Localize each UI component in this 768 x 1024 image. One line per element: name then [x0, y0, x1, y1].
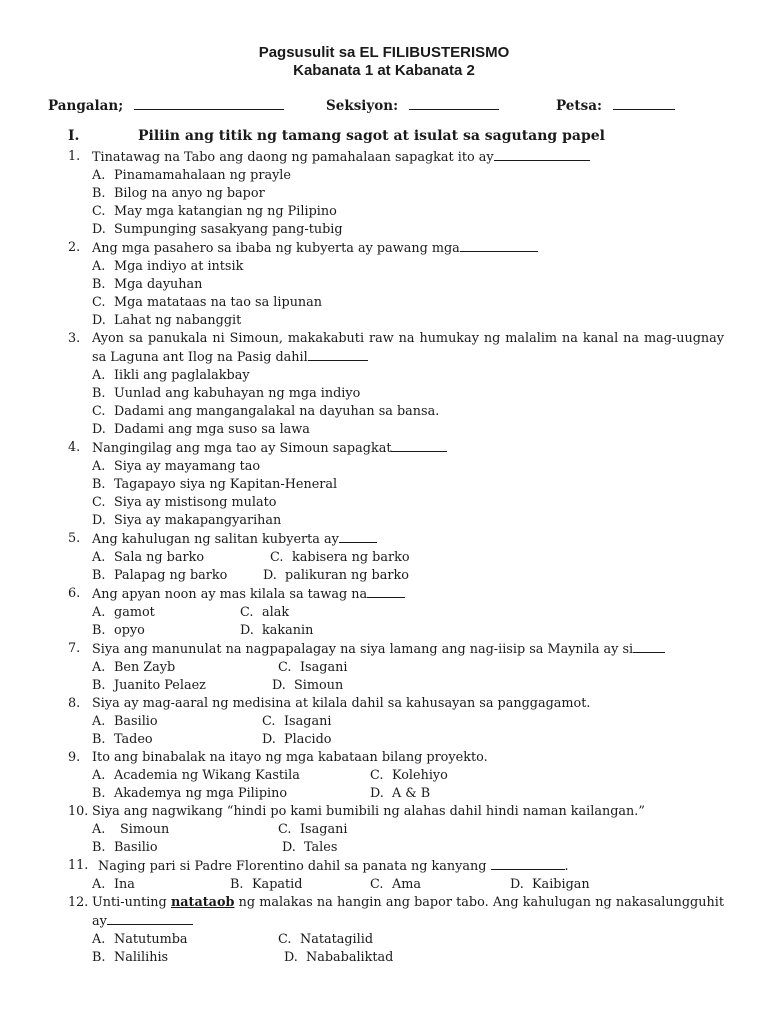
answer-blank [491, 857, 565, 870]
option: C. Siya ay mistisong mulato [92, 495, 277, 510]
option: C. Natatagilid [278, 932, 374, 947]
question-list [68, 148, 724, 967]
page-subtitle: Kabanata 1 at Kabanata 2 [293, 62, 475, 79]
option: A. Pinamamahalaan ng prayle [92, 168, 291, 183]
option: B. Palapag ng barko [92, 568, 228, 583]
option: C. kabisera ng barko [270, 550, 410, 565]
option: D. kakanin [240, 623, 314, 638]
answer-blank [460, 239, 538, 252]
question-text: Ang kahulugan ng salitan kubyerta ay [92, 532, 377, 547]
question-text: Siya ang manunulat na nagpapalagay na siya lamang ang nag-iisip sa Maynila ay si [92, 642, 665, 657]
question-number: 5. [68, 531, 81, 546]
option: D. Tales [282, 840, 338, 855]
option: C. Isagani [278, 822, 348, 837]
option: B. Akademya ng mga Pilipino [92, 786, 288, 801]
option: B. Basilio [92, 840, 158, 855]
date-line [613, 97, 675, 110]
name-line [134, 97, 284, 110]
option-row [68, 677, 724, 695]
option-row [68, 731, 724, 749]
option: B. Uunlad ang kabuhayan ng mga indiyo [92, 386, 361, 401]
question-10 [68, 803, 724, 821]
answer-blank [107, 912, 193, 925]
question-1 [68, 148, 724, 167]
question-number: 12. [68, 895, 89, 910]
question-6 [68, 585, 724, 604]
option: B. Nalilihis [92, 950, 169, 965]
option-row [68, 785, 724, 803]
answer-blank [391, 439, 447, 452]
option: C. Isagani [262, 714, 332, 729]
option-row [68, 767, 724, 785]
option: C. Dadami ang mangangalakal na dayuhan sa bansa. [92, 404, 440, 419]
option: A. Iikli ang paglalakbay [92, 368, 250, 383]
option: C. Isagani [278, 660, 348, 675]
question-4 [68, 439, 724, 458]
question-text: Siya ang nagwikang “hindi po kami bumibili ng alahas dahil hindi naman kailangan.” [92, 804, 645, 819]
option: A. Mga indiyo at intsik [92, 259, 244, 274]
option: A. Basilio [92, 714, 158, 729]
option-row [68, 659, 724, 677]
option: B. Kapatid [230, 877, 303, 892]
section-heading [68, 128, 605, 144]
option: A. Natutumba [92, 932, 188, 947]
option: B. Tadeo [92, 732, 153, 747]
option: A. Sala ng barko [92, 550, 205, 565]
page-title: Pagsusulit sa EL FILIBUSTERISMO [258, 44, 510, 61]
option: A. Siya ay mayamang tao [92, 459, 261, 474]
option: D. Dadami ang mga suso sa lawa [92, 422, 310, 437]
question-number: 9. [68, 750, 81, 765]
question-2 [68, 239, 724, 258]
option: D. A & B [370, 786, 431, 801]
option: C. Mga matataas na tao sa lipunan [92, 295, 323, 310]
question-11 [68, 857, 724, 876]
option: D. Sumpunging sasakyang pang-tubig [92, 222, 343, 237]
option-row [68, 622, 724, 640]
option: C. Kolehiyo [370, 768, 448, 783]
option: C. alak [240, 605, 290, 620]
option: D. Siya ay makapangyarihan [92, 513, 282, 528]
option-row [68, 839, 724, 857]
question-text: Nangingilag ang mga tao ay Simoun sapagkat [92, 441, 447, 456]
question-7 [68, 640, 724, 659]
answer-blank [633, 640, 665, 653]
section-field [326, 97, 499, 114]
option: D. Simoun [272, 678, 344, 693]
section-number: I. [68, 128, 80, 144]
section-label: Seksiyon: [326, 98, 399, 114]
question-text: Naging pari si Padre Florentino dahil sa panata ng kanyang . [98, 859, 569, 874]
option-row [68, 604, 724, 622]
question-9 [68, 749, 724, 767]
answer-blank [494, 148, 590, 161]
option-row [68, 949, 724, 967]
option-row [68, 821, 724, 839]
option: B. Mga dayuhan [92, 277, 203, 292]
question-number: 11. [68, 858, 89, 873]
question-12 [68, 894, 724, 931]
option: A. Ben Zayb [92, 660, 176, 675]
option: B. Tagapayo siya ng Kapitan-Heneral [92, 477, 338, 492]
answer-blank [339, 530, 377, 543]
section-instruction: Piliin ang titik ng tamang sagot at isulat sa sagutang papel [138, 128, 605, 144]
question-number: 4. [68, 440, 81, 455]
option-row [68, 567, 724, 585]
option: D. palikuran ng barko [263, 568, 409, 583]
question-number: 10. [68, 804, 89, 819]
answer-blank [367, 585, 405, 598]
option: D. Nababaliktad [284, 950, 394, 965]
question-number: 8. [68, 696, 81, 711]
answer-blank [308, 348, 368, 361]
option-row [68, 713, 724, 731]
option: A. Academia ng Wikang Kastila [92, 768, 300, 783]
option: D. Kaibigan [510, 877, 590, 892]
option: D. Placido [262, 732, 332, 747]
question-text: Unti-unting natataob ng malakas na hangin ang bapor tabo. Ang kahulugan ng nakasalungguhit ay [92, 895, 724, 929]
option-row [68, 931, 724, 949]
option: A. Simoun [92, 822, 170, 837]
question-text: Ang mga pasahero sa ibaba ng kubyerta ay pawang mga [92, 241, 538, 256]
question-number: 3. [68, 331, 81, 346]
question-number: 2. [68, 240, 81, 255]
question-text: Ito ang binabalak na itayo ng mga kabataan bilang proyekto. [92, 750, 488, 765]
option: D. Lahat ng nabanggit [92, 313, 242, 328]
question-8 [68, 695, 724, 713]
question-5 [68, 530, 724, 549]
question-text: Tinatawag na Tabo ang daong ng pamahalaan sapagkat ito ay [92, 150, 590, 165]
option: C. Ama [370, 877, 422, 892]
option: A. gamot [92, 605, 155, 620]
underlined-word: natataob [170, 895, 235, 910]
option-row [68, 876, 724, 894]
section-line [409, 97, 499, 110]
option: B. Juanito Pelaez [92, 678, 206, 693]
name-label: Pangalan; [48, 98, 124, 114]
option: A. Ina [92, 877, 135, 892]
date-field [556, 97, 675, 114]
question-number: 6. [68, 586, 81, 601]
date-label: Petsa: [556, 98, 602, 114]
question-number: 7. [68, 641, 81, 656]
question-text: Siya ay mag-aaral ng medisina at kilala dahil sa kahusayan sa panggagamot. [92, 696, 591, 711]
option-row [68, 549, 724, 567]
question-3 [68, 330, 724, 367]
question-text: Ayon sa panukala ni Simoun, makakabuti raw na humukay ng malalim na kanal na mag-uugnay sa Laguna ant Ilog na Pasig dahil [92, 331, 724, 365]
question-text: Ang apyan noon ay mas kilala sa tawag na [92, 587, 405, 602]
option: B. opyo [92, 623, 145, 638]
option: B. Bilog na anyo ng bapor [92, 186, 265, 201]
option: C. May mga katangian ng ng Pilipino [92, 204, 337, 219]
name-field [48, 97, 284, 114]
question-number: 1. [68, 149, 81, 164]
